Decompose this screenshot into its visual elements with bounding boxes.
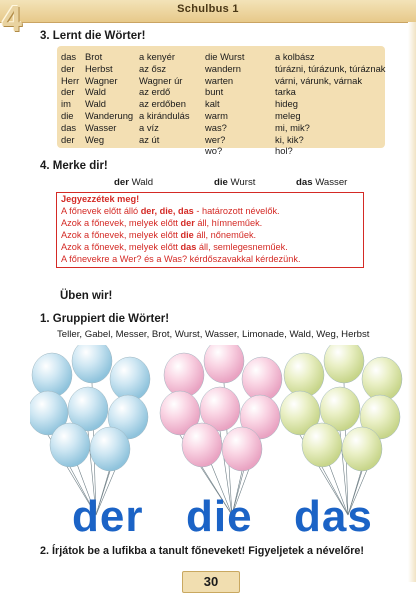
balloon bbox=[182, 423, 222, 467]
article-der: der bbox=[72, 492, 144, 541]
vocab-entry: kalt bbox=[205, 98, 220, 110]
vocab-entry: im bbox=[61, 98, 71, 110]
balloon bbox=[204, 345, 244, 383]
word-list: Teller, Gabel, Messer, Brot, Wurst, Wasser, Limonade, Wald, Weg, Herbst bbox=[57, 329, 370, 340]
balloon bbox=[362, 357, 402, 401]
vocab-entry: die Wurst bbox=[205, 51, 245, 62]
vocab-entry: az erdő bbox=[139, 86, 171, 98]
vocab-entry: Brot bbox=[85, 51, 103, 62]
vocab-entry: Wanderung bbox=[85, 109, 134, 121]
vocab-entry: warten bbox=[205, 74, 234, 86]
balloon bbox=[90, 427, 130, 471]
example-article: die bbox=[214, 177, 228, 188]
example-article: das bbox=[296, 177, 313, 188]
balloon bbox=[164, 353, 204, 397]
balloon bbox=[324, 345, 364, 383]
example-das bbox=[296, 177, 347, 188]
vocab-entry: das bbox=[61, 51, 77, 62]
balloon bbox=[242, 357, 282, 401]
balloon bbox=[32, 353, 72, 397]
vocabulary-box bbox=[57, 46, 386, 157]
rule-line-4: Azok a főnevek, melyek előtt das áll, semlegesneműek. bbox=[61, 242, 288, 252]
vocab-entry: bunt bbox=[205, 86, 224, 98]
vocab-entry: meleg bbox=[275, 109, 301, 121]
example-noun: Wurst bbox=[230, 177, 256, 188]
example-noun: Wald bbox=[131, 177, 154, 188]
vocab-entry: Wald bbox=[85, 98, 107, 110]
vocab-entry: Wasser bbox=[85, 121, 117, 133]
vocab-entry: Herbst bbox=[85, 62, 113, 74]
balloon bbox=[302, 423, 342, 467]
vocab-entry: wandern bbox=[205, 62, 241, 74]
exercise-heading: Üben wir! bbox=[60, 290, 113, 302]
balloon bbox=[342, 427, 382, 471]
vocab-entry: warm bbox=[205, 109, 228, 121]
grammar-rule-box bbox=[56, 192, 364, 268]
vocab-articles-column bbox=[61, 51, 79, 145]
vocab-german-column-2 bbox=[205, 51, 244, 157]
vocab-entry: das bbox=[61, 121, 77, 133]
vocab-entry: Wald bbox=[85, 86, 107, 98]
vocab-nouns-column bbox=[85, 51, 133, 145]
vocab-entry: der bbox=[61, 62, 75, 74]
balloon bbox=[110, 357, 150, 401]
task-2-title: 2. Írjátok be a lufikba a tanult főneveket! Figyeljetek a névelőre! bbox=[40, 545, 365, 557]
example-der bbox=[114, 177, 153, 188]
vocab-hungarian-column-1 bbox=[139, 51, 190, 145]
vocab-entry: mi, mik? bbox=[275, 121, 310, 133]
vocab-entry: túrázni, túrázunk, túráznak bbox=[275, 62, 386, 74]
vocab-entry: várni, várunk, várnak bbox=[275, 74, 363, 86]
example-noun: Wasser bbox=[315, 177, 348, 188]
section-3-title: 3. Lernt die Wörter! bbox=[40, 30, 146, 42]
balloon-cluster-das bbox=[280, 345, 402, 515]
section-4-title: 4. Merke dir! bbox=[40, 160, 108, 172]
vocab-entry: a kolbász bbox=[275, 51, 315, 62]
task-1-title: 1. Gruppiert die Wörter! bbox=[40, 313, 170, 325]
vocab-entry: Weg bbox=[85, 133, 105, 145]
vocab-entry: Wagner bbox=[85, 74, 118, 86]
balloon bbox=[50, 423, 90, 467]
rule-line-5: A főnevekre a Wer? és a Was? kérdőszavakkal kérdezünk. bbox=[61, 254, 301, 264]
balloon bbox=[222, 427, 262, 471]
article-die: die bbox=[186, 492, 253, 541]
rule-line-1: A főnevek előtt álló der, die, das - határozott névelők. bbox=[61, 206, 280, 216]
vocab-entry: az út bbox=[139, 133, 160, 145]
vocab-entry: tarka bbox=[275, 86, 296, 98]
vocab-entry: a kirándulás bbox=[139, 109, 190, 121]
vocab-entry: az erdőben bbox=[139, 98, 186, 110]
vocab-entry: die bbox=[61, 109, 74, 121]
vocab-entry: az ősz bbox=[139, 62, 167, 74]
vocab-entry: hol? bbox=[275, 145, 293, 157]
vocab-entry: was? bbox=[205, 121, 227, 133]
balloon bbox=[72, 345, 112, 383]
vocab-entry: ki, kik? bbox=[275, 133, 304, 145]
vocab-entry: Wagner úr bbox=[139, 74, 183, 86]
page-number: 30 bbox=[182, 571, 240, 593]
vocab-entry: Herr bbox=[61, 74, 80, 86]
example-die bbox=[214, 177, 255, 188]
balloon-cluster-der bbox=[30, 345, 150, 515]
vocab-entry: der bbox=[61, 133, 75, 145]
article-das: das bbox=[294, 492, 373, 541]
vocab-entry: a víz bbox=[139, 121, 159, 133]
vocab-entry: der bbox=[61, 86, 75, 98]
balloon bbox=[284, 353, 324, 397]
chapter-number: 4 bbox=[2, 0, 23, 39]
vocab-entry: wo? bbox=[205, 145, 223, 157]
balloon-cluster-die bbox=[160, 345, 282, 515]
running-head: Schulbus 1 bbox=[177, 3, 239, 15]
vocab-hungarian-column-2 bbox=[275, 51, 385, 157]
vocab-entry: wer? bbox=[205, 133, 226, 145]
rule-title: Jegyezzétek meg! bbox=[61, 194, 140, 204]
rule-line-3: Azok a főnevek, melyek előtt die áll, nőneműek. bbox=[61, 230, 257, 240]
rule-line-2: Azok a főnevek, melyek előtt der áll, hímneműek. bbox=[61, 218, 263, 228]
vocab-entry: hideg bbox=[275, 98, 298, 110]
vocab-entry: a kenyér bbox=[139, 51, 175, 62]
example-article: der bbox=[114, 177, 129, 188]
